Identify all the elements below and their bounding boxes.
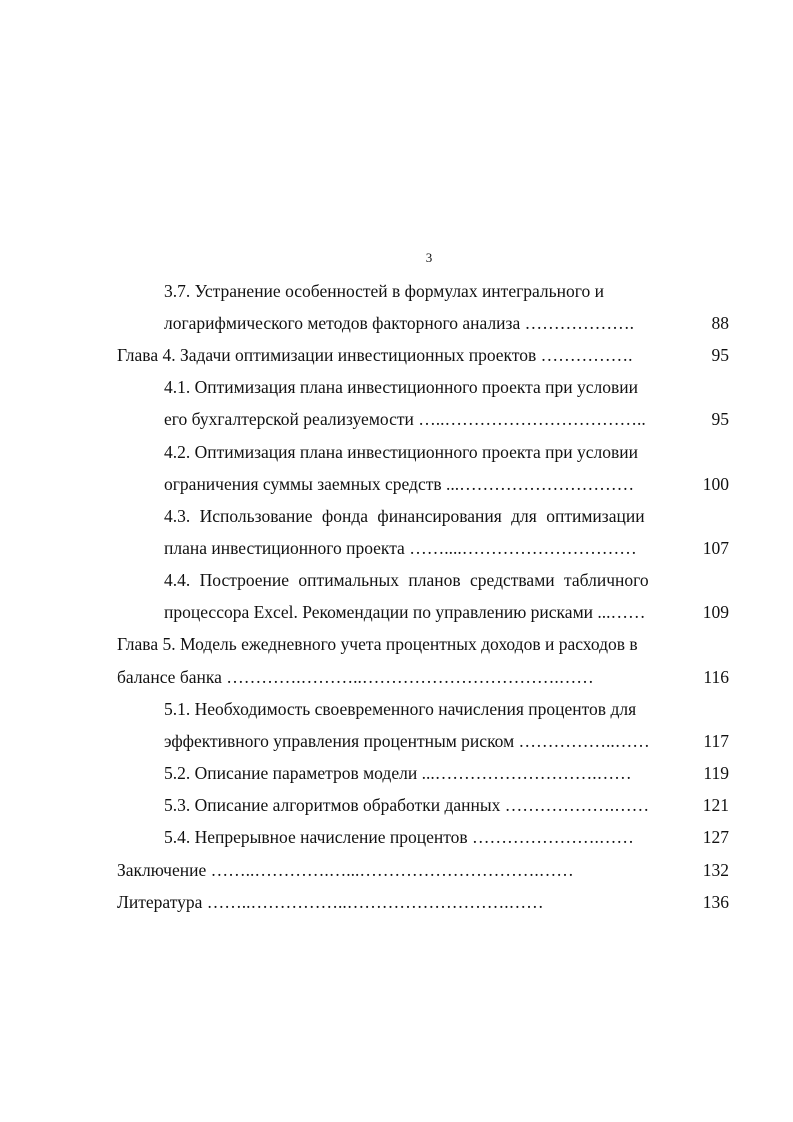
toc-entry-5-3-line-1: 5.3. Описание алгоритмов обработки данных ……………….…… [164, 795, 650, 815]
toc-entry-4-1-line-1: 4.1. Оптимизация плана инвестиционного проекта при условии [164, 377, 638, 397]
toc-entry-4-1-page: 95 [711, 409, 729, 429]
page-number: 3 [425, 250, 433, 265]
toc-entry-5-1-line-1: 5.1. Необходимость своевременного начисления процентов для [164, 699, 637, 719]
toc-entry-4-4-line-2: процессора Excel. Рекомендации по управлению рисками ...…… [164, 602, 646, 622]
toc-entry-4-4-line-1: 4.4. Построение оптимальных планов средствами табличного [164, 570, 649, 590]
toc-entry-5-2-line-1: 5.2. Описание параметров модели ...……………………….…… [164, 763, 632, 783]
toc-entry-5-4-line-1: 5.4. Непрерывное начисление процентов ………………….…… [164, 827, 634, 847]
toc-entry-3-7-line-1: 3.7. Устранение особенностей в формулах интегрального и [164, 281, 604, 301]
toc-entry-4-1-line-2: его бухгалтерской реализуемости …..…………………………….. [164, 409, 646, 429]
toc-entry-4-2-line-1: 4.2. Оптимизация плана инвестиционного проекта при условии [164, 442, 638, 462]
toc-entry-conclusion-line-1: Заключение ……..………….…...………………………….…… [117, 860, 574, 880]
toc-entry-4-2-page: 100 [702, 474, 729, 494]
toc-entry-literature-page: 136 [702, 892, 729, 912]
toc-entry-4-4-page: 109 [702, 602, 729, 622]
toc-entry-4-3-line-1: 4.3. Использование фонда финансирования для оптимизации [164, 506, 645, 526]
toc-entry-conclusion-page: 132 [702, 860, 729, 880]
toc-entry-5-3-page: 121 [702, 795, 729, 815]
toc-entry-5-1-page: 117 [703, 731, 729, 751]
toc-entry-4-3-page: 107 [702, 538, 729, 558]
toc-entry-3-7-line-2: логарифмического методов факторного анализа ………………. [164, 313, 634, 333]
toc-entry-chapter-5-line-2: балансе банка ………….………..…………………………….…… [117, 667, 594, 687]
toc-entry-5-4-page: 127 [702, 827, 729, 847]
toc-entry-chapter-5-line-1: Глава 5. Модель ежедневного учета процентных доходов и расходов в [117, 634, 638, 654]
toc-entry-4-2-line-2: ограничения суммы заемных средств ...………………………… [164, 474, 635, 494]
toc-entry-5-1-line-2: эффективного управления процентным риском ……………..…… [164, 731, 650, 751]
toc-entry-chapter-4-line-1: Глава 4. Задачи оптимизации инвестиционных проектов ……………. [117, 345, 633, 365]
toc-entry-4-3-line-2: плана инвестиционного проекта ……....………………………… [164, 538, 637, 558]
toc-entry-5-2-page: 119 [703, 763, 729, 783]
toc-entry-chapter-4-page: 95 [711, 345, 729, 365]
toc-entry-3-7-page: 88 [711, 313, 729, 333]
toc-entry-literature-line-1: Литература ……..……………..……………………….…… [117, 892, 544, 912]
toc-entry-chapter-5-page: 116 [703, 667, 729, 687]
